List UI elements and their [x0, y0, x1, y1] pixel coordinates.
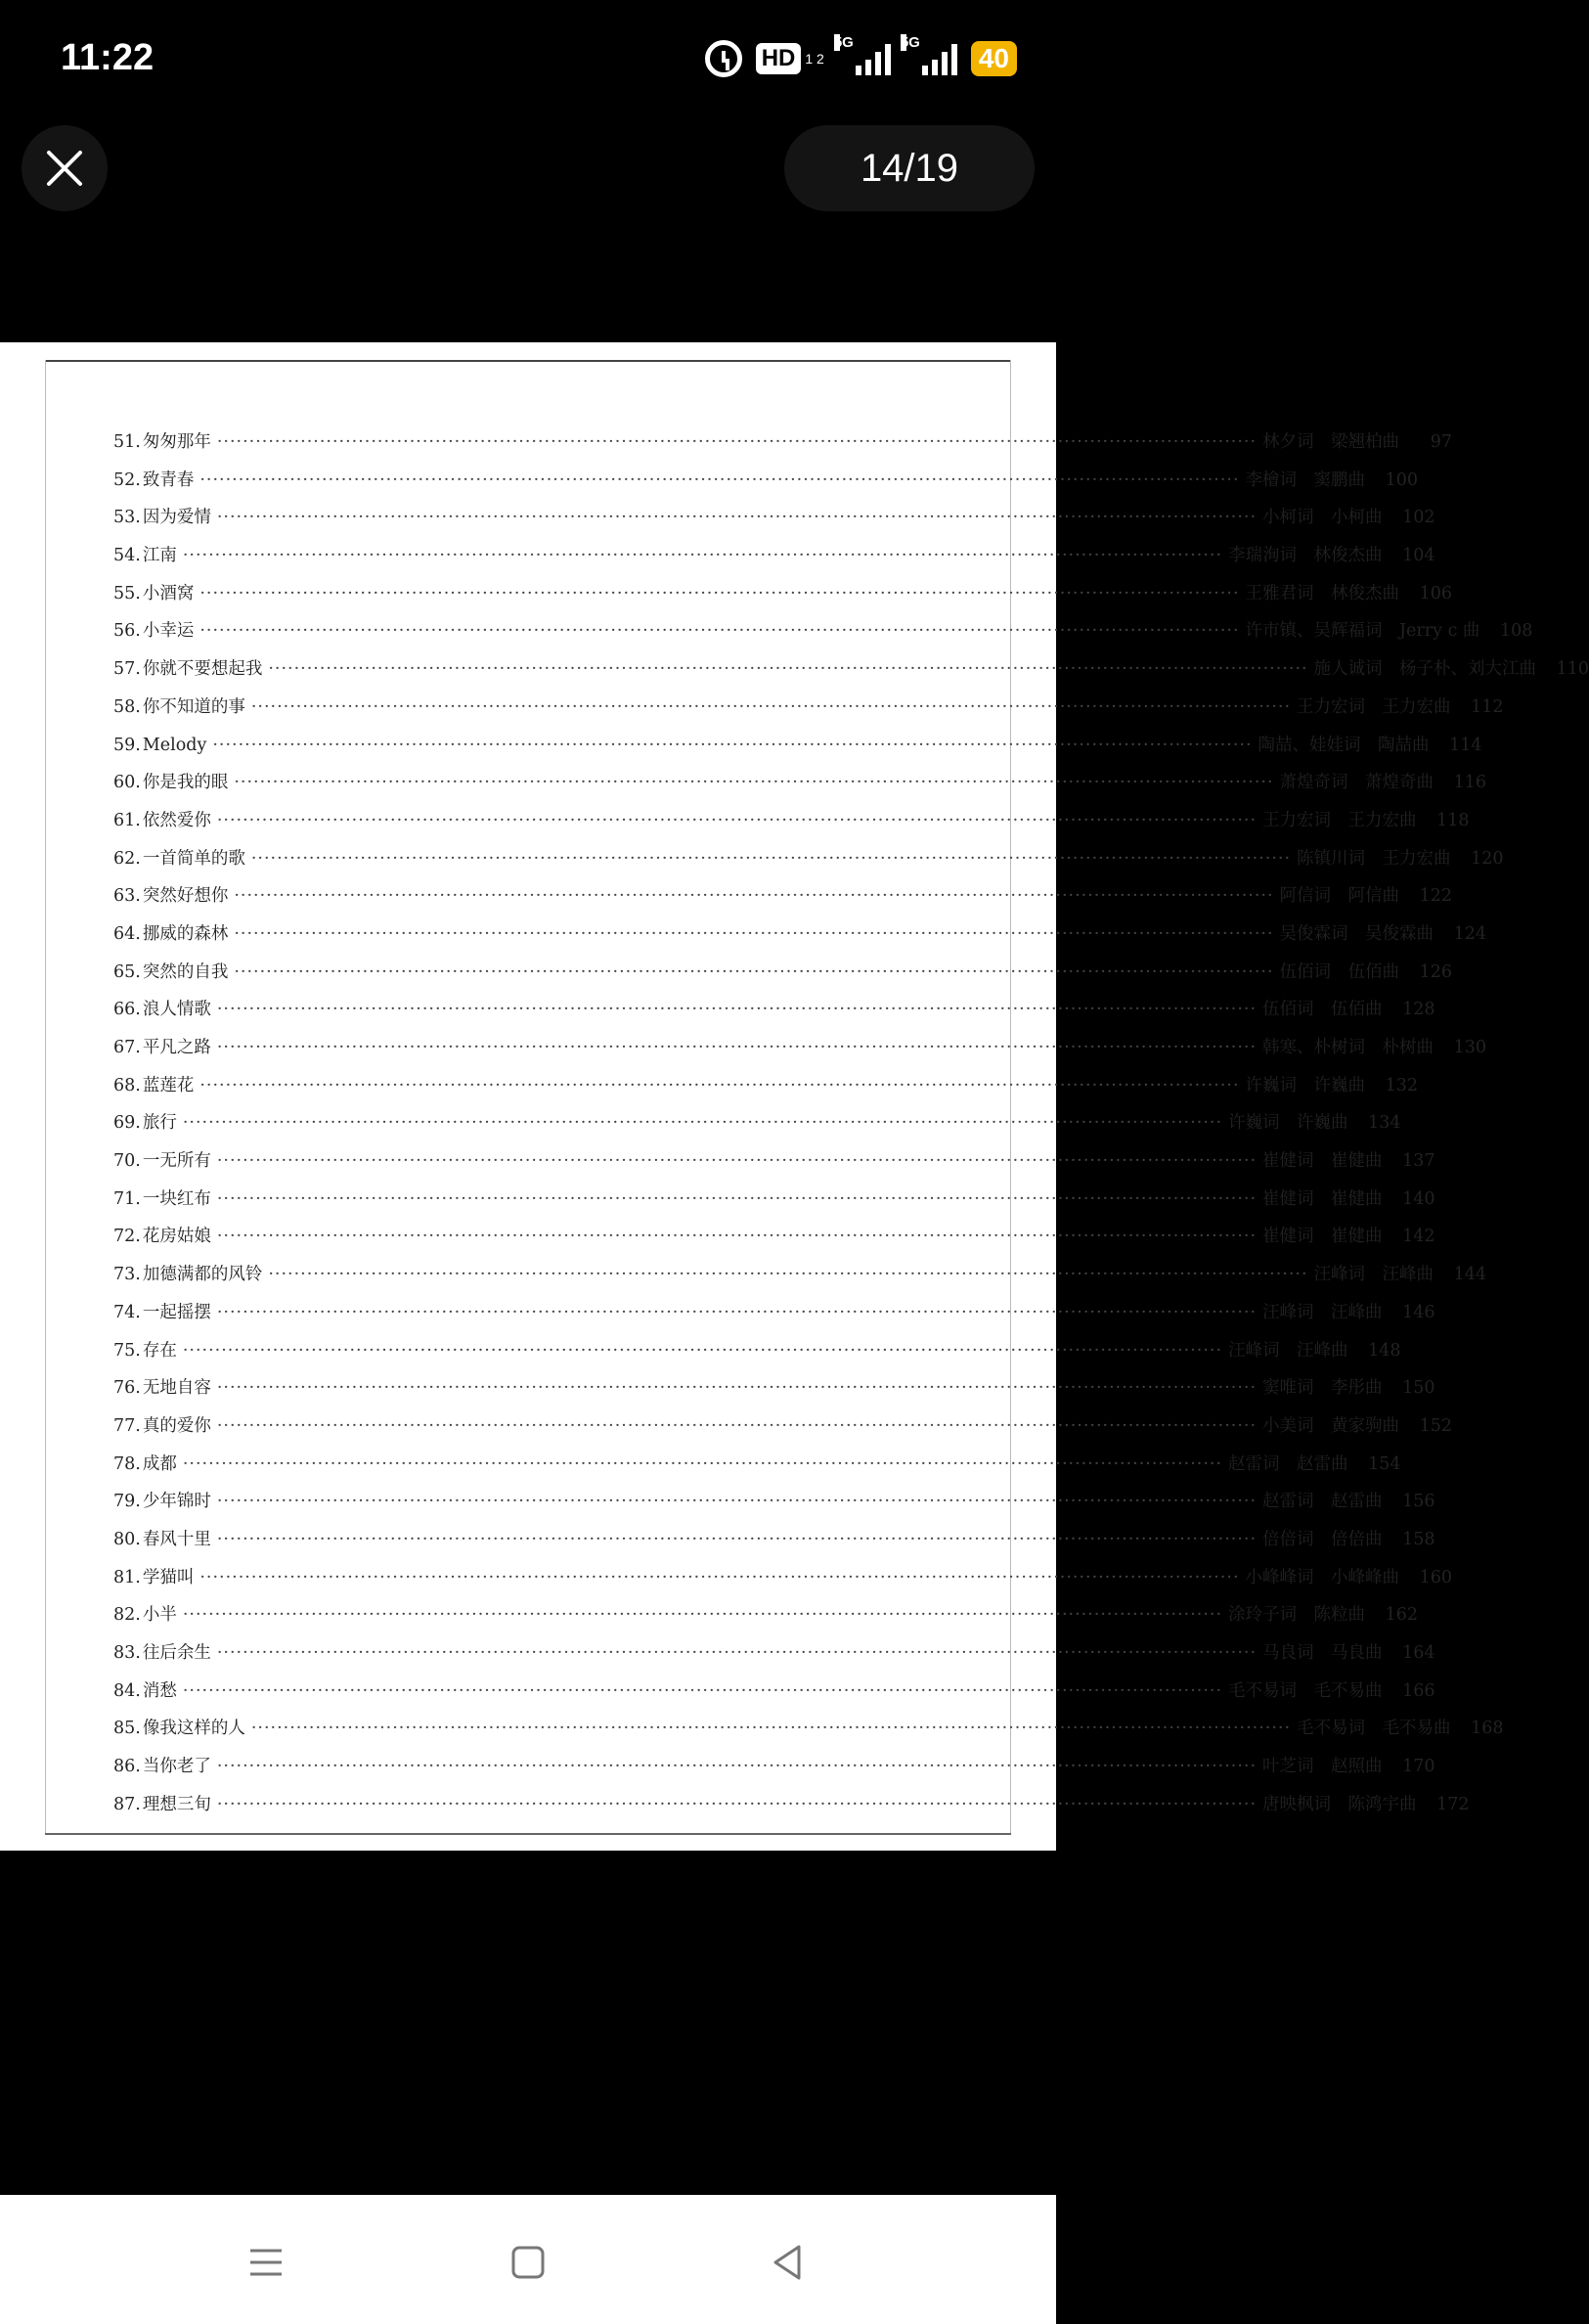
- toc-page-number: 170: [1402, 1757, 1435, 1777]
- toc-number: 84.: [113, 1680, 141, 1701]
- toc-number: 75.: [113, 1340, 141, 1361]
- toc-title: 旅行: [142, 1113, 177, 1134]
- toc-title: 消愁: [142, 1680, 177, 1701]
- page-top-rule: [45, 360, 1011, 362]
- toc-credit: 小柯词 小柯曲: [1262, 508, 1383, 528]
- toc-title: 学猫叫: [142, 1567, 195, 1587]
- toc-credit: 伍佰词 伍佰曲: [1262, 1000, 1383, 1020]
- signal-sim2-icon: [900, 34, 957, 75]
- toc-leader-dots: [234, 924, 1273, 944]
- toc-number: 86.: [113, 1757, 141, 1777]
- toc-number: 69.: [113, 1113, 141, 1134]
- toc-title: 往后余生: [142, 1643, 211, 1663]
- toc-row: [113, 996, 1435, 1034]
- toc-row: [113, 1034, 1487, 1072]
- toc-page-number: 164: [1402, 1643, 1435, 1663]
- toc-row: [113, 920, 1487, 959]
- toc-leader-dots: [212, 736, 1252, 755]
- toc-number: 55.: [113, 583, 141, 603]
- status-bar: [0, 0, 1056, 117]
- toc-leader-dots: [234, 886, 1273, 906]
- toc-title: Melody: [142, 735, 207, 755]
- toc-leader-dots: [251, 849, 1291, 869]
- toc-credit: 吴俊霖词 吴俊霖曲: [1279, 923, 1435, 944]
- toc-row: [113, 1072, 1419, 1110]
- toc-credit: 王力宏词 王力宏曲: [1297, 696, 1451, 717]
- toc-credit: 韩寒、朴树词 朴树曲: [1262, 1038, 1435, 1057]
- toc-title: 突然好想你: [142, 886, 229, 907]
- toc-row: [113, 1601, 1419, 1639]
- toc-credit: 汪峰词 汪峰曲: [1228, 1340, 1348, 1361]
- toc-leader-dots: [199, 584, 1239, 603]
- battery-icon: 40: [971, 41, 1017, 76]
- toc-number: 78.: [113, 1453, 141, 1474]
- navigation-bar: [0, 2195, 1056, 2324]
- home-button[interactable]: [494, 2228, 562, 2297]
- toc-leader-dots: [217, 1151, 1257, 1171]
- toc-row: [113, 1185, 1435, 1224]
- toc-page-number: 120: [1471, 848, 1504, 869]
- toc-leader-dots: [217, 432, 1257, 452]
- toc-row: [113, 580, 1453, 618]
- toc-title: 致青春: [142, 469, 195, 490]
- toc-title: 挪威的森林: [142, 923, 229, 944]
- toc-title: 无地自容: [142, 1378, 211, 1399]
- toc-title: 你不知道的事: [142, 696, 245, 717]
- toc-number: 71.: [113, 1188, 141, 1209]
- toc-title: 春风十里: [142, 1529, 211, 1549]
- toc-page-number: 160: [1419, 1567, 1453, 1587]
- toc-page-number: 150: [1402, 1378, 1435, 1399]
- toc-leader-dots: [217, 1416, 1257, 1436]
- sim1-network-label: 5G: [833, 34, 854, 51]
- toc-page-number: 97: [1430, 432, 1453, 452]
- toc-leader-dots: [217, 1757, 1257, 1776]
- menu-icon: [244, 2241, 287, 2284]
- toc-leader-dots: [234, 962, 1273, 982]
- toc-title: 突然的自我: [142, 961, 229, 982]
- toc-row: [113, 1374, 1435, 1412]
- toc-leader-dots: [217, 1000, 1257, 1019]
- toc-credit: 倍倍词 倍倍曲: [1262, 1529, 1383, 1549]
- toc-credit: 唐映枫词 陈鸿宇曲: [1262, 1794, 1417, 1814]
- toc-title: 加德满都的风铃: [142, 1265, 263, 1285]
- toc-number: 85.: [113, 1719, 141, 1739]
- status-icons: [705, 35, 1017, 82]
- toc-leader-dots: [183, 1605, 1222, 1625]
- toc-row: [113, 1791, 1470, 1829]
- toc-number: 72.: [113, 1227, 141, 1247]
- toc-title: 小酒窝: [142, 583, 195, 603]
- toc-row: [113, 882, 1453, 920]
- toc-page-number: 104: [1402, 546, 1435, 566]
- toc-page-number: 130: [1453, 1038, 1487, 1057]
- toc-credit: 许巍词 许巍曲: [1245, 1075, 1366, 1095]
- toc-title: 蓝莲花: [142, 1075, 195, 1095]
- toc-row: [113, 655, 1589, 693]
- toc-credit: 崔健词 崔健曲: [1262, 1188, 1383, 1209]
- toc-credit: 伍佰词 伍佰曲: [1279, 961, 1400, 982]
- toc-credit: 涂玲子词 陈粒曲: [1228, 1605, 1366, 1626]
- toc-title: 一无所有: [142, 1151, 211, 1172]
- toc-leader-dots: [217, 1189, 1257, 1209]
- toc-credit: 许市镇、吴辉福词 Jerry c 曲: [1245, 621, 1480, 642]
- toc-page-number: 134: [1368, 1113, 1401, 1134]
- toc-number: 62.: [113, 848, 141, 869]
- toc-number: 60.: [113, 773, 141, 793]
- toc-row: [113, 1715, 1504, 1753]
- toc-credit: 陈镇川词 王力宏曲: [1297, 848, 1451, 869]
- toc-row: [113, 1677, 1435, 1716]
- toc-credit: 小峰峰词 小峰峰曲: [1245, 1567, 1400, 1587]
- toc-title: 少年锦时: [142, 1492, 211, 1512]
- toc-page-number: 152: [1419, 1415, 1453, 1436]
- toc-row: [113, 617, 1533, 655]
- toc-leader-dots: [217, 1227, 1257, 1246]
- toc-title: 当你老了: [142, 1757, 211, 1777]
- toc-credit: 崔健词 崔健曲: [1262, 1227, 1383, 1247]
- toc-number: 59.: [113, 735, 141, 755]
- toc-row: [113, 1412, 1453, 1451]
- toc-leader-dots: [217, 1303, 1257, 1322]
- toc-row: [113, 542, 1435, 580]
- toc-page-number: 122: [1419, 886, 1453, 907]
- toc-page-number: 166: [1402, 1680, 1435, 1701]
- toc-number: 67.: [113, 1038, 141, 1057]
- toc-leader-dots: [217, 1795, 1257, 1814]
- toc-leader-dots: [217, 1378, 1257, 1398]
- toc-row: [113, 1526, 1435, 1564]
- toc-row: [113, 1753, 1435, 1791]
- toc-credit: 汪峰词 汪峰曲: [1313, 1265, 1435, 1285]
- toc-page-number: 144: [1453, 1265, 1487, 1285]
- toc-credit: 赵雷词 赵雷曲: [1262, 1492, 1383, 1512]
- toc-number: 73.: [113, 1265, 141, 1285]
- toc-page-number: 148: [1368, 1340, 1401, 1361]
- toc-number: 81.: [113, 1567, 141, 1587]
- toc-row: [113, 1337, 1401, 1375]
- toc-page-number: 168: [1471, 1719, 1504, 1739]
- toc-leader-dots: [251, 1719, 1291, 1738]
- toc-leader-dots: [183, 1341, 1222, 1361]
- toc-page-number: 112: [1471, 696, 1504, 717]
- toc-leader-dots: [268, 659, 1307, 679]
- toc-number: 66.: [113, 1000, 141, 1020]
- toc-page-number: 126: [1419, 961, 1453, 982]
- toc-row: [113, 807, 1470, 845]
- toc-credit: 萧煌奇词 萧煌奇曲: [1279, 773, 1435, 793]
- document-page[interactable]: [0, 342, 1589, 1851]
- toc-page-number: 116: [1453, 773, 1487, 793]
- toc-leader-dots: [217, 811, 1257, 830]
- toc-credit: 李瑞洵词 林俊杰曲: [1228, 546, 1383, 566]
- toc-credit: 赵雷词 赵雷曲: [1228, 1453, 1348, 1474]
- toc-title: 真的爱你: [142, 1415, 211, 1436]
- home-square-icon: [507, 2241, 550, 2284]
- toc-page-number: 156: [1402, 1492, 1435, 1512]
- page-left-edge: [45, 360, 46, 1835]
- toc-leader-dots: [183, 546, 1222, 565]
- toc-leader-dots: [217, 1530, 1257, 1549]
- toc-page-number: 102: [1402, 508, 1435, 528]
- toc-page-number: 128: [1402, 1000, 1435, 1020]
- toc-page-number: 146: [1402, 1302, 1435, 1322]
- toc-credit: 叶芝词 赵照曲: [1262, 1757, 1383, 1777]
- toc-title: 江南: [142, 546, 177, 566]
- toc-title: 一起摇摆: [142, 1302, 211, 1322]
- toc-title: 你是我的眼: [142, 773, 229, 793]
- toc-row: [113, 693, 1504, 732]
- back-triangle-icon: [766, 2241, 809, 2284]
- toc-number: 82.: [113, 1605, 141, 1626]
- toc-leader-dots: [251, 697, 1291, 717]
- page-indicator: 14/19: [784, 125, 1035, 211]
- sim2-network-label: 5G: [900, 34, 920, 51]
- toc-page-number: 106: [1419, 583, 1453, 603]
- toc-title: 花房姑娘: [142, 1227, 211, 1247]
- toc-number: 57.: [113, 659, 141, 680]
- toc-credit: 王雅君词 林俊杰曲: [1245, 583, 1400, 603]
- toc-number: 56.: [113, 621, 141, 642]
- toc-credit: 李檜词 窦鹏曲: [1245, 469, 1366, 490]
- toc-number: 53.: [113, 508, 141, 528]
- toc-title: 成都: [142, 1453, 177, 1474]
- toc-row: [113, 1299, 1435, 1337]
- toc-number: 83.: [113, 1643, 141, 1663]
- toc-title: 平凡之路: [142, 1038, 211, 1057]
- toc-number: 68.: [113, 1075, 141, 1095]
- toc-page-number: 140: [1402, 1188, 1435, 1209]
- toc-credit: 小美词 黄家驹曲: [1262, 1415, 1400, 1436]
- toc-row: [113, 467, 1419, 505]
- toc-credit: 汪峰词 汪峰曲: [1262, 1302, 1383, 1322]
- toc-row: [113, 1109, 1401, 1147]
- status-time: 11:22: [61, 37, 154, 78]
- toc-leader-dots: [217, 1038, 1257, 1057]
- toc-page-number: 100: [1385, 469, 1419, 490]
- toc-number: 76.: [113, 1378, 141, 1399]
- toc-row: [113, 1147, 1435, 1185]
- toc-leader-dots: [183, 1454, 1222, 1474]
- toc-credit: 许巍词 许巍曲: [1228, 1113, 1348, 1134]
- toc-number: 80.: [113, 1529, 141, 1549]
- toc-row: [113, 1564, 1453, 1602]
- toc-credit: 毛不易词 毛不易曲: [1228, 1680, 1383, 1701]
- toc-number: 63.: [113, 886, 141, 907]
- toc-leader-dots: [217, 508, 1257, 527]
- toc-page-number: 158: [1402, 1529, 1435, 1549]
- toc-row: [113, 1223, 1435, 1261]
- toc-title: 依然爱你: [142, 810, 211, 830]
- toc-row: [113, 959, 1453, 997]
- toc-page-number: 162: [1385, 1605, 1419, 1626]
- toc-page-number: 110: [1556, 659, 1589, 680]
- toc-leader-dots: [199, 470, 1239, 490]
- toc-row: [113, 845, 1504, 883]
- toc-title: 匆匆那年: [142, 432, 211, 452]
- toc-row: [113, 1451, 1401, 1489]
- toc-number: 61.: [113, 810, 141, 830]
- toc-number: 52.: [113, 469, 141, 490]
- toc-leader-dots: [217, 1643, 1257, 1663]
- toc-number: 79.: [113, 1492, 141, 1512]
- toc-credit: 马良词 马良曲: [1262, 1643, 1383, 1663]
- toc-number: 65.: [113, 961, 141, 982]
- toc-page-number: 114: [1449, 735, 1482, 755]
- toc-page-number: 172: [1436, 1794, 1470, 1814]
- toc-page-number: 108: [1500, 621, 1533, 642]
- toc-title: 你就不要想起我: [142, 659, 263, 680]
- toc-credit: 王力宏词 王力宏曲: [1262, 810, 1417, 830]
- toc-title: 一首简单的歌: [142, 848, 245, 869]
- toc-title: 小半: [142, 1605, 177, 1626]
- toc-number: 70.: [113, 1151, 141, 1172]
- toc-title: 浪人情歌: [142, 1000, 211, 1020]
- toc-credit: 窦唯词 李彤曲: [1262, 1378, 1383, 1399]
- hd-sim-index: 1 2: [805, 51, 824, 67]
- toc-title: 像我这样的人: [142, 1719, 245, 1739]
- toc-number: 87.: [113, 1794, 141, 1814]
- toc-leader-dots: [268, 1265, 1307, 1284]
- alarm-icon: [705, 40, 742, 77]
- close-icon: [43, 147, 86, 190]
- toc-page-number: 132: [1385, 1075, 1419, 1095]
- recents-button[interactable]: [232, 2228, 300, 2297]
- back-button[interactable]: [753, 2228, 821, 2297]
- toc-number: 64.: [113, 923, 141, 944]
- toc-credit: 陶喆、娃娃词 陶喆曲: [1258, 735, 1430, 755]
- toc-page-number: 124: [1453, 923, 1487, 944]
- page-bottom-rule: [45, 1833, 1011, 1835]
- toc-leader-dots: [183, 1113, 1222, 1133]
- toc-page-number: 154: [1368, 1453, 1401, 1474]
- signal-sim1-icon: [833, 34, 891, 75]
- toc-number: 51.: [113, 432, 141, 452]
- toc-leader-dots: [199, 1568, 1239, 1587]
- toc-leader-dots: [199, 1076, 1239, 1095]
- toc-leader-dots: [199, 621, 1239, 641]
- toc-row: [113, 769, 1487, 807]
- toc-number: 54.: [113, 546, 141, 566]
- toc-row: [113, 504, 1435, 542]
- toc-credit: 阿信词 阿信曲: [1279, 886, 1400, 907]
- toc-number: 74.: [113, 1302, 141, 1322]
- toc-page-number: 142: [1402, 1227, 1435, 1247]
- toc-title: 一块红布: [142, 1188, 211, 1209]
- toc-leader-dots: [183, 1681, 1222, 1701]
- toc-leader-dots: [234, 773, 1273, 792]
- hd-voice-icon: HD: [756, 43, 802, 74]
- toc-row: [113, 1639, 1435, 1677]
- toc-page-number: 137: [1402, 1151, 1435, 1172]
- toc-title: 小幸运: [142, 621, 195, 642]
- close-button[interactable]: [22, 125, 108, 211]
- toc-credit: 毛不易词 毛不易曲: [1297, 1719, 1451, 1739]
- toc-credit: 林夕词 梁翘柏曲: [1262, 432, 1400, 452]
- toc-row: [113, 1261, 1487, 1299]
- toc-credit: 施人诚词 杨子朴、刘大江曲: [1313, 659, 1537, 680]
- toc-page-number: 118: [1436, 810, 1470, 830]
- toc-number: 58.: [113, 696, 141, 717]
- toc-leader-dots: [217, 1492, 1257, 1511]
- toc-number: 77.: [113, 1415, 141, 1436]
- toc-row: [113, 428, 1453, 467]
- toc-row: [113, 732, 1482, 770]
- toc-credit: 崔健词 崔健曲: [1262, 1151, 1383, 1172]
- toc-title: 因为爱情: [142, 508, 211, 528]
- toc-title: 存在: [142, 1340, 177, 1361]
- toc-title: 理想三旬: [142, 1794, 211, 1814]
- table-of-contents: [113, 428, 1589, 1814]
- toc-row: [113, 1488, 1435, 1526]
